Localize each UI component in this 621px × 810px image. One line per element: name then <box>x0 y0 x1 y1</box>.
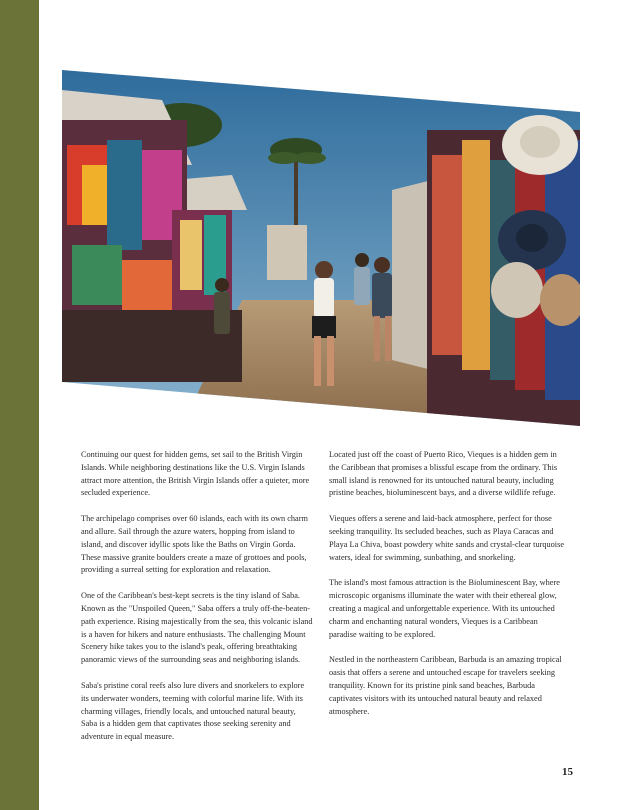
photo-illustration <box>62 70 580 426</box>
side-accent-bar <box>0 0 39 810</box>
paragraph-barbuda: Nestled in the northeastern Caribbean, Barbuda is an amazing tropical oasis that offers a serene and untouched escape for travelers seeking tranquility. Known for its pristine pink sand beaches, Barbuda captivates visitors with its untouched natural beauty and relaxed atmosphere. <box>329 655 562 716</box>
paragraph-bioluminescent-bay: The island's most famous attraction is the Bioluminescent Bay, where microscopic organisms illuminate the water with their ethereal glow, creating a magical and unforgettable experience. With its untouched charm and enchanting natural wonders, Vieques is a Caribbean paradise waiting to be explored. <box>329 578 560 639</box>
paragraph-vieques-atmosphere: Vieques offers a serene and laid-back atmosphere, perfect for those seeking tranquility. Its secluded beaches, such as Playa Caracas and Playa La Chiva, boast powdery white sands and crystal-clear turquoise waters, ideal for swimming, sunbathing, and snorkeling. <box>329 514 565 562</box>
page-number: 15 <box>562 766 573 778</box>
paragraph-saba: One of the Caribbean's best-kept secrets is the tiny island of Saba. Known as the "Unspoiled Queen," Saba offers a truly off-the-beaten-path experience. Rising majestically from the sea, this volcanic island is a haven for hikers and nature enthusiasts. The challenging Mount Scenery hike takes you to the island's peak, offering breathtaking panoramic views of the surrounding seas and neighboring islands. <box>81 591 313 665</box>
paragraph-archipelago: The archipelago comprises over 60 islands, each with its own charm and allure. Sail through the azure waters, hopping from island to island, and discover idyllic spots like the Baths on Virgin Gorda. These massive granite boulders create a maze of grottoes and pools, providing a surreal setting for exploration and relaxation. <box>81 514 308 575</box>
paragraph-vieques: Located just off the coast of Puerto Rico, Vieques is a hidden gem in the Caribbean that promises a blissful escape from the ordinary. This small island is renowned for its untouched natural beauty, including pristine beaches, bioluminescent bays, and a diverse wildlife refuge. <box>329 450 558 498</box>
market-street-photo <box>62 70 580 426</box>
paragraph-british-virgin-islands: Continuing our quest for hidden gems, set sail to the British Virgin Islands. While neighboring destinations like the U.S. Virgin Islands attract more attention, the British Virgin Islands offer a quieter, more secluded experience. <box>81 450 310 498</box>
paragraph-saba-reefs: Saba's pristine coral reefs also lure divers and snorkelers to explore its underwater wonders, teeming with colorful marine life. With its charming villages, friendly locals, and untouched natural beauty, Saba is a hidden gem that captivates those seeking serenity and adventure in equal measure. <box>81 680 305 742</box>
right-text-column <box>329 449 564 731</box>
left-text-column <box>81 449 313 757</box>
